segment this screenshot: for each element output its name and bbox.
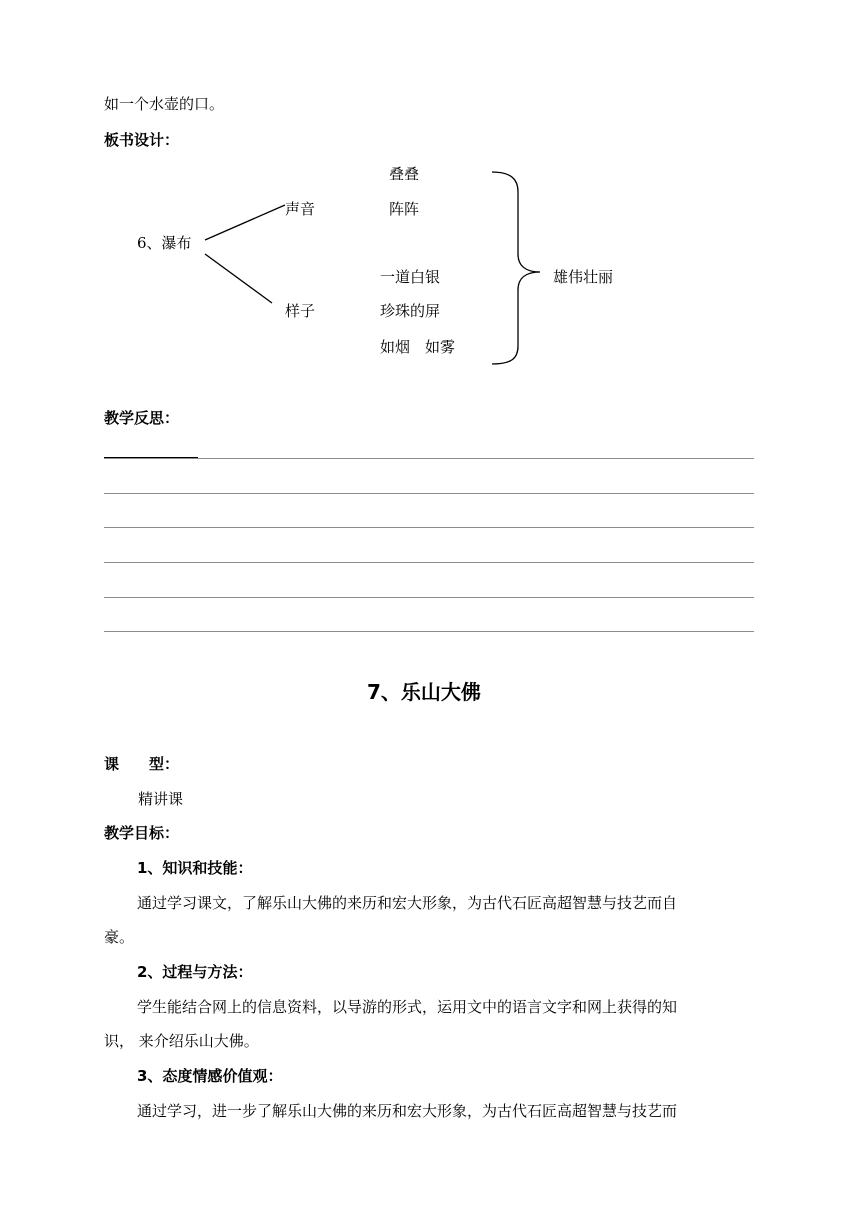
writing-line: [104, 631, 754, 632]
continuation-text: 如一个水壶的口。: [104, 95, 225, 113]
diagram-connector-lines: [0, 0, 860, 400]
writing-line: [104, 458, 754, 459]
lesson-type-value: 精讲课: [138, 790, 184, 808]
sound-item: 阵阵: [389, 200, 420, 218]
writing-line: [104, 562, 754, 563]
writing-line: [104, 493, 754, 494]
diagram-root: 6、瀑布: [137, 234, 192, 252]
board-design-heading: 板书设计：: [104, 131, 180, 149]
lesson-type-label: 课 型：: [104, 755, 180, 773]
connector-to-sound: [205, 205, 285, 240]
look-item: 如烟 如雾: [380, 338, 456, 356]
reflection-heading: 教学反思：: [104, 409, 180, 427]
summary-brace: [492, 172, 540, 364]
goal3-text: 通过学习，进一步了解乐山大佛的来历和宏大形象，为古代石匠高超智慧与技艺而: [137, 1102, 678, 1120]
goal2-text: 学生能结合网上的信息资料，以导游的形式，运用文中的语言文字和网上获得的知: [137, 998, 678, 1016]
goal2-heading: 2、过程与方法：: [137, 963, 253, 981]
goal1-text: 通过学习课文，了解乐山大佛的来历和宏大形象，为古代石匠高超智慧与技艺而自: [137, 894, 678, 912]
goal1-text-cont: 豪。: [104, 928, 135, 946]
writing-line: [104, 597, 754, 598]
look-item: 一道白银: [380, 268, 441, 286]
diagram-branch-sound: 声音: [285, 200, 316, 218]
goal3-heading: 3、态度情感价值观：: [137, 1067, 283, 1085]
diagram-branch-look: 样子: [285, 302, 316, 320]
writing-line-underscore: [104, 457, 198, 458]
sound-item: 叠叠: [389, 165, 420, 183]
writing-line: [104, 527, 754, 528]
goals-heading: 教学目标：: [104, 824, 180, 842]
goal1-heading: 1、知识和技能：: [137, 859, 253, 877]
connector-to-look: [205, 254, 272, 303]
look-item: 珍珠的屏: [380, 302, 441, 320]
goal2-text-cont: 识， 来介绍乐山大佛。: [104, 1032, 259, 1050]
lesson-title: 7、乐山大佛: [367, 680, 481, 704]
diagram-summary: 雄伟壮丽: [553, 268, 614, 286]
